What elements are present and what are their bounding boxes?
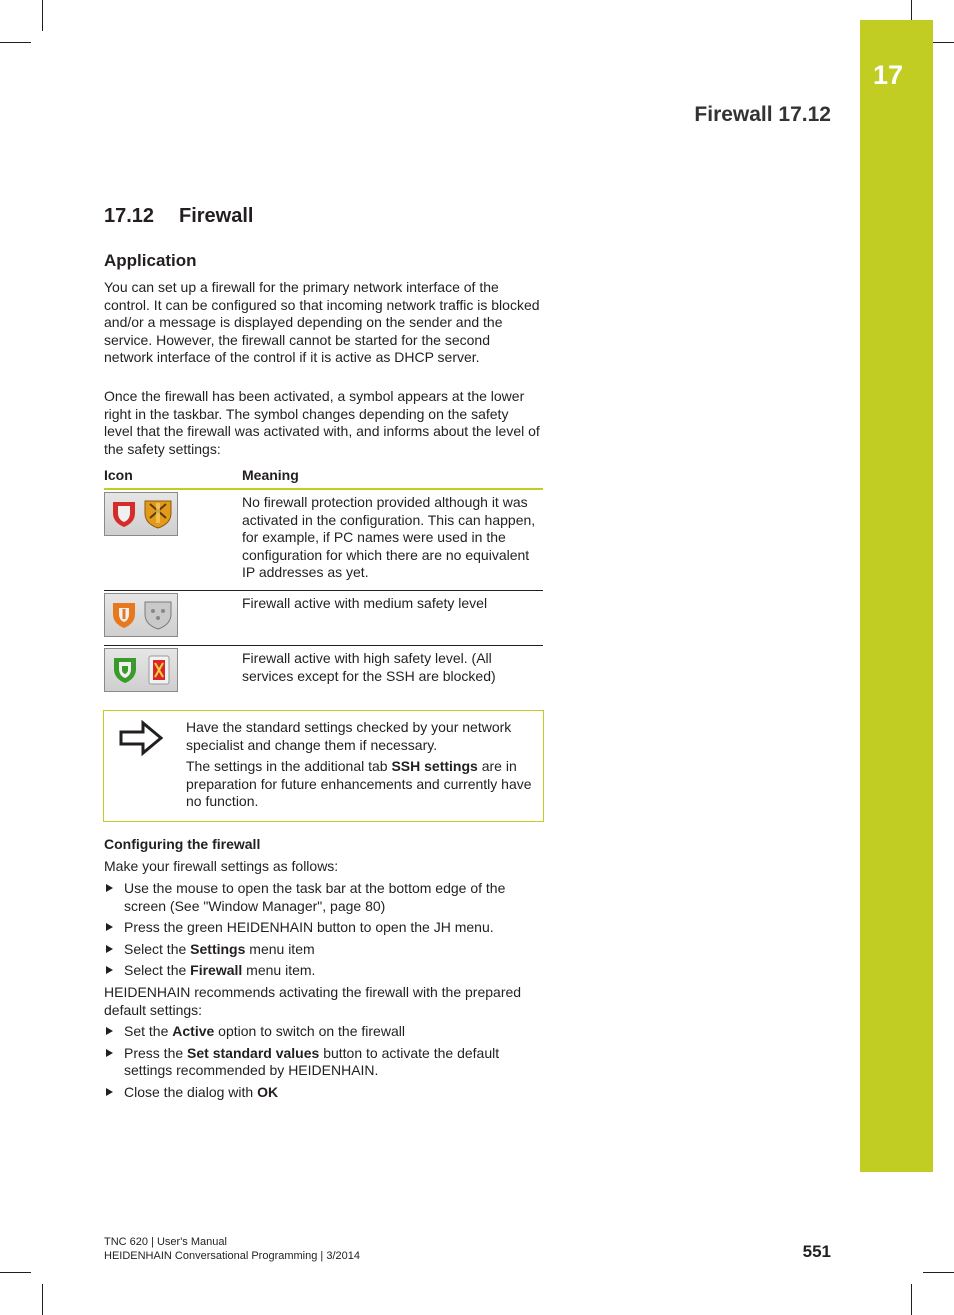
list-item bbox=[104, 962, 544, 980]
bullet-triangle-icon bbox=[106, 1049, 113, 1057]
note-text-span: The settings in the additional tab bbox=[186, 758, 392, 775]
icon-table bbox=[104, 464, 543, 700]
list-item bbox=[104, 919, 544, 937]
crop-mark bbox=[911, 1284, 912, 1315]
step-text: Set the bbox=[124, 1023, 173, 1039]
configuring-intro: Make your firewall settings as follows: bbox=[104, 858, 339, 874]
crop-mark bbox=[0, 1272, 31, 1273]
step-text: Press the green HEIDENHAIN button to open the JH menu. bbox=[124, 919, 494, 936]
application-para-2: Once the firewall has been activated, a symbol appears at the lower right in the taskbar. The symbol changes depending on the safety level that the firewall was activated with, and informs about the level of the safety settings: bbox=[104, 388, 540, 457]
step-text: button to activate the default settings recommended by HEIDENHAIN. bbox=[124, 1044, 500, 1079]
icon-cell bbox=[104, 645, 242, 700]
step-text: menu item. bbox=[242, 962, 316, 979]
application-heading: Application bbox=[104, 251, 197, 270]
column-header-meaning: Meaning bbox=[242, 464, 543, 489]
bullet-triangle-icon bbox=[106, 966, 113, 974]
list-item bbox=[104, 941, 544, 959]
recommend-para: HEIDENHAIN recommends activating the firewall with the prepared default settings: bbox=[104, 984, 522, 1018]
table-row bbox=[104, 645, 543, 700]
step-list-1 bbox=[104, 880, 544, 984]
step-text: Use the mouse to open the task bar at the bottom edge of the screen (See "Window Manager", page 80) bbox=[124, 880, 506, 914]
step-bold: Set standard values bbox=[187, 1044, 320, 1061]
step-text: Press the bbox=[124, 1044, 188, 1061]
section-title bbox=[104, 205, 253, 228]
step-list-2 bbox=[104, 1023, 544, 1105]
note-line-2 bbox=[186, 758, 536, 811]
crop-mark bbox=[923, 1272, 954, 1273]
list-item bbox=[104, 1045, 544, 1080]
bullet-triangle-icon bbox=[106, 1027, 113, 1035]
step-text: Select the bbox=[124, 962, 191, 979]
configuring-heading: Configuring the firewall bbox=[104, 836, 261, 852]
list-item bbox=[104, 880, 544, 915]
chapter-tab bbox=[860, 20, 933, 1172]
page-number: 551 bbox=[802, 1242, 831, 1261]
note-text bbox=[186, 719, 536, 815]
step-text: Select the bbox=[124, 940, 191, 957]
meaning-cell: Firewall active with medium safety level bbox=[242, 590, 543, 645]
step-bold: Firewall bbox=[190, 962, 243, 979]
footer-line-2: HEIDENHAIN Conversational Programming | 3/2014 bbox=[104, 1250, 360, 1262]
bullet-triangle-icon bbox=[106, 1088, 113, 1096]
column-header-icon: Icon bbox=[104, 464, 242, 489]
bullet-triangle-icon bbox=[106, 884, 113, 892]
crop-mark bbox=[0, 42, 31, 43]
step-bold: OK bbox=[257, 1083, 279, 1100]
shield-green-and-red-icon bbox=[104, 648, 178, 692]
table-row bbox=[104, 590, 543, 645]
shield-red-and-warning-icon bbox=[104, 492, 178, 536]
running-header: Firewall 17.12 bbox=[694, 103, 831, 126]
section-number: 17.12 bbox=[104, 205, 155, 227]
footer bbox=[104, 1235, 360, 1263]
application-para-1: You can set up a firewall for the primary network interface of the control. It can be configured so that incoming network traffic is blocked and/or a message is displayed depending on the sender and the service. However, the firewall cannot be started for the second network interface of the control if it is active as DHCP server. bbox=[104, 279, 540, 366]
ssh-settings-label: SSH settings bbox=[391, 758, 478, 775]
list-item bbox=[104, 1084, 544, 1102]
section-title-text: Firewall bbox=[179, 205, 254, 227]
list-item bbox=[104, 1023, 544, 1041]
step-text: Close the dialog with bbox=[124, 1083, 258, 1100]
step-text: menu item bbox=[245, 940, 315, 957]
table-header-row bbox=[104, 464, 543, 489]
icon-cell bbox=[104, 590, 242, 645]
crop-mark bbox=[42, 0, 43, 31]
shield-orange-and-grey-icon bbox=[104, 593, 178, 637]
step-text: option to switch on the firewall bbox=[214, 1023, 405, 1039]
bullet-triangle-icon bbox=[106, 945, 113, 953]
note-line-1: Have the standard settings checked by your network specialist and change them if necessary. bbox=[186, 719, 512, 753]
note-box bbox=[103, 710, 544, 822]
footer-line-1: TNC 620 | User's Manual bbox=[104, 1236, 227, 1248]
step-bold: Active bbox=[172, 1023, 215, 1039]
meaning-cell: No firewall protection provided although it was activated in the configuration. This can happen, for example, if PC names were used in the configuration for which there are no equivalent IP addresses as yet. bbox=[242, 489, 543, 590]
icon-cell bbox=[104, 489, 242, 590]
chapter-number: 17 bbox=[872, 60, 904, 90]
table-row bbox=[104, 489, 543, 590]
meaning-cell: Firewall active with high safety level. (All services except for the SSH are blocked) bbox=[242, 649, 496, 684]
bullet-triangle-icon bbox=[106, 923, 113, 931]
arrow-right-icon bbox=[118, 719, 164, 762]
step-bold: Settings bbox=[190, 940, 246, 957]
crop-mark bbox=[42, 1284, 43, 1315]
note-text-span: are in preparation for future enhancements and currently have no function. bbox=[186, 758, 532, 810]
